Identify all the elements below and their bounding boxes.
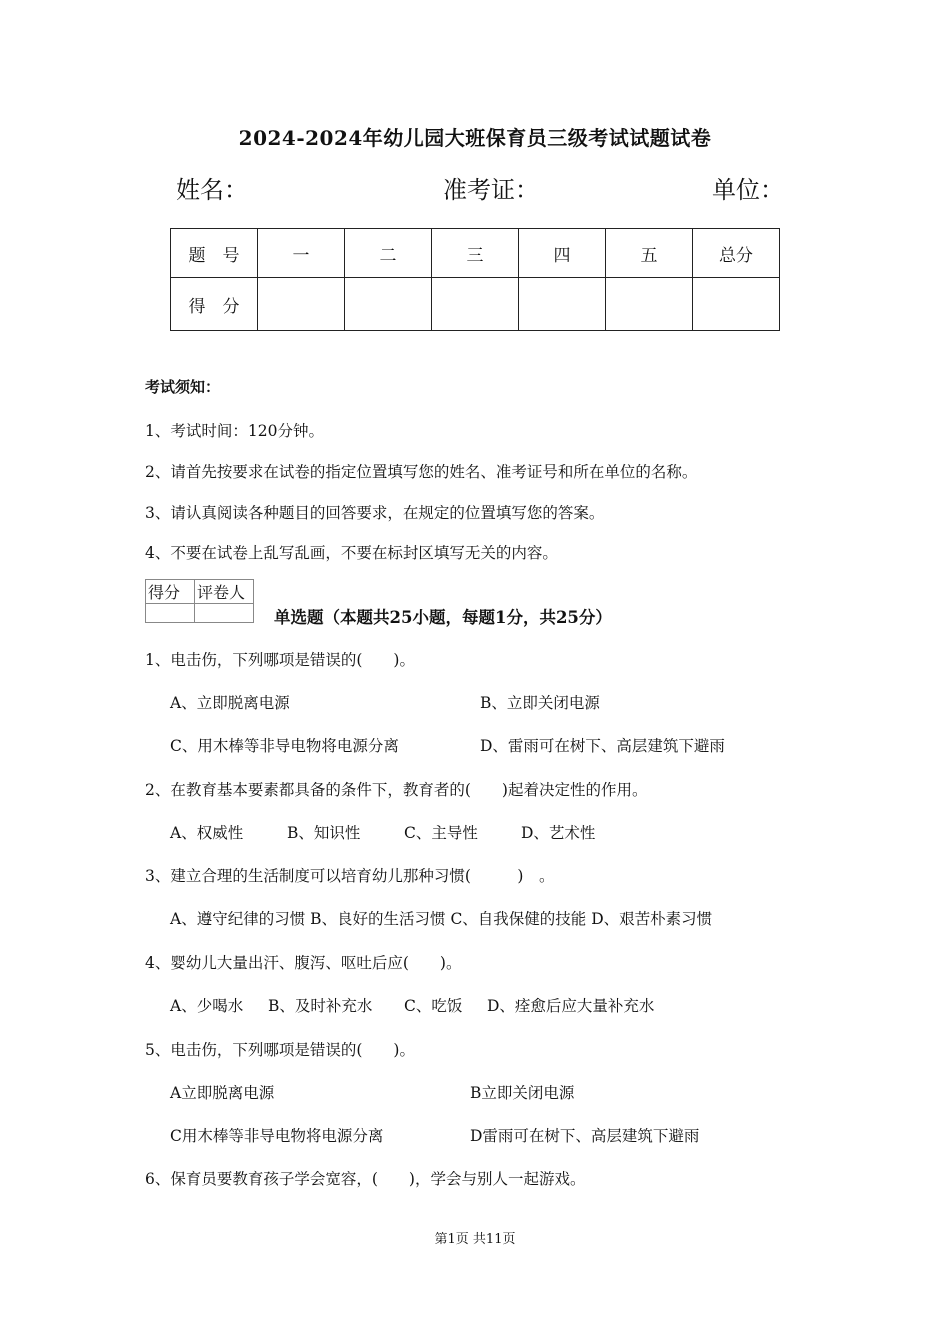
grader-name-cell[interactable] xyxy=(195,604,254,623)
grader-score-cell[interactable] xyxy=(146,604,195,623)
grader-name-label: 评卷人 xyxy=(195,580,254,604)
unit-field-label: 单位： xyxy=(712,176,784,204)
page-footer: 第1页 共11页 xyxy=(434,1232,516,1247)
question-text: 5、电击伤，下列哪项是错误的( )。 xyxy=(145,1041,415,1059)
score-cell[interactable] xyxy=(258,278,345,331)
score-table-header-cell: 一 xyxy=(258,229,345,278)
notice-item: 2、请首先按要求在试卷的指定位置填写您的姓名、准考证号和所在单位的名称。 xyxy=(145,463,698,481)
question-option: B、及时补充水 xyxy=(268,997,373,1015)
score-table xyxy=(170,228,780,331)
question-option: D、艺术性 xyxy=(521,824,596,842)
score-table-score-row xyxy=(171,278,780,331)
notice-item: 1、考试时间：120分钟。 xyxy=(145,422,324,440)
page-title: 2024-2024年幼儿园大班保育员三级考试试题试卷 xyxy=(238,126,712,150)
exam-id-field-label: 准考证： xyxy=(443,176,539,204)
question-option: A、少喝水 xyxy=(170,997,244,1015)
question-option: C、吃饭 xyxy=(404,997,463,1015)
question-option: C、用木棒等非导电物将电源分离 xyxy=(170,737,399,755)
grader-box xyxy=(145,579,254,623)
question-option: C用木棒等非导电物将电源分离 xyxy=(170,1127,384,1145)
question-option: B立即关闭电源 xyxy=(470,1084,575,1102)
notice-item: 3、请认真阅读各种题目的回答要求，在规定的位置填写您的答案。 xyxy=(145,504,605,522)
score-table-header-cell: 五 xyxy=(606,229,693,278)
question-option: C、主导性 xyxy=(404,824,478,842)
question-option: D雷雨可在树下、高层建筑下避雨 xyxy=(470,1127,700,1145)
question-text: 3、建立合理的生活制度可以培育幼儿那种习惯( ) 。 xyxy=(145,867,555,885)
score-table-header-row xyxy=(171,229,780,278)
question-option: A、权威性 xyxy=(170,824,244,842)
score-cell[interactable] xyxy=(345,278,432,331)
question-text: 4、婴幼儿大量出汗、腹泻、呕吐后应( )。 xyxy=(145,954,462,972)
question-option: A、立即脱离电源 xyxy=(170,694,290,712)
score-cell[interactable] xyxy=(693,278,780,331)
section-heading: 单选题（本题共25小题，每题1分，共25分） xyxy=(274,608,612,627)
score-table-header-cell: 四 xyxy=(519,229,606,278)
question-option: A立即脱离电源 xyxy=(170,1084,275,1102)
question-option: D、痊愈后应大量补充水 xyxy=(487,997,655,1015)
score-cell[interactable] xyxy=(432,278,519,331)
grader-score-label: 得分 xyxy=(146,580,195,604)
question-text: 6、保育员要教育孩子学会宽容，( )，学会与别人一起游戏。 xyxy=(145,1170,586,1188)
name-field-label: 姓名： xyxy=(176,176,248,204)
score-table-header-cell: 三 xyxy=(432,229,519,278)
score-table-header-cell: 题 号 xyxy=(171,229,258,278)
score-row-label: 得 分 xyxy=(171,278,258,331)
question-option: A、遵守纪律的习惯 B、良好的生活习惯 C、自我保健的技能 D、艰苦朴素习惯 xyxy=(170,910,713,928)
score-table-header-cell: 二 xyxy=(345,229,432,278)
score-table-header-cell: 总分 xyxy=(693,229,780,278)
notice-item: 4、不要在试卷上乱写乱画，不要在标封区填写无关的内容。 xyxy=(145,544,558,562)
question-option: D、雷雨可在树下、高层建筑下避雨 xyxy=(480,737,725,755)
question-text: 2、在教育基本要素都具备的条件下，教育者的( )起着决定性的作用。 xyxy=(145,781,648,799)
score-cell[interactable] xyxy=(606,278,693,331)
notice-heading: 考试须知： xyxy=(145,378,221,396)
score-cell[interactable] xyxy=(519,278,606,331)
question-option: B、知识性 xyxy=(287,824,361,842)
question-option: B、立即关闭电源 xyxy=(480,694,600,712)
question-text: 1、电击伤，下列哪项是错误的( )。 xyxy=(145,651,415,669)
